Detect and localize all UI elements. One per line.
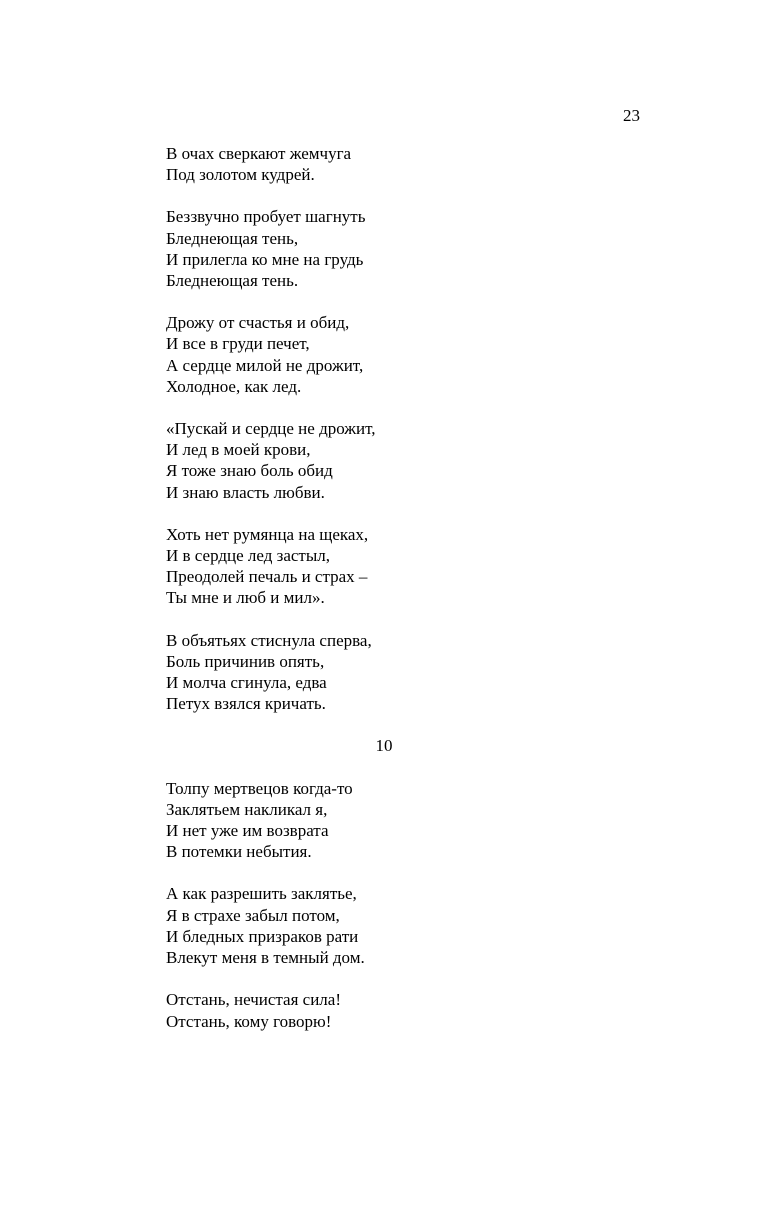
page-number: 23: [623, 106, 640, 125]
verse-line: Хоть нет румянца на щеках,: [166, 524, 369, 544]
verse-line: Ты мне и люб и мил».: [166, 588, 325, 608]
verse-line: И бледных призраков рати: [166, 926, 359, 946]
verse-line: Преодолей печаль и страх –: [166, 567, 368, 587]
stanza: [166, 883, 626, 968]
verse-line: И знаю власть любви.: [166, 482, 325, 502]
verse-line: Я в страхе забыл потом,: [166, 905, 340, 925]
verse-line: Беззвучно пробует шагнуть: [166, 207, 366, 227]
verse-line: И в сердце лед застыл,: [166, 546, 331, 566]
verse-line: Заклятьем накликал я,: [166, 799, 328, 819]
poem-text: [166, 143, 626, 1053]
verse-line: А как разрешить заклятье,: [166, 884, 357, 904]
stanza: [166, 312, 626, 397]
verse-line: Я тоже знаю боль обид: [166, 461, 333, 481]
verse-line: Бледнеющая тень.: [166, 271, 299, 291]
verse-line: В объятьях стиснула сперва,: [166, 630, 372, 650]
section-number: 10: [375, 736, 393, 756]
verse-line: В потемки небытия.: [166, 842, 312, 862]
verse-line: Отстань, кому говорю!: [166, 1011, 332, 1031]
verse-line: Холодное, как лед.: [166, 376, 302, 396]
verse-line: Бледнеющая тень,: [166, 228, 299, 248]
stanza: [166, 418, 626, 503]
verse-line: «Пускай и сердце не дрожит,: [166, 419, 376, 439]
verse-line: И лед в моей крови,: [166, 440, 311, 460]
verse-line: И нет уже им возврата: [166, 821, 329, 841]
verse-line: И прилегла ко мне на грудь: [166, 249, 364, 269]
verse-line: Дрожу от счастья и обид,: [166, 313, 350, 333]
verse-line: Под золотом кудрей.: [166, 165, 315, 185]
stanza: [166, 778, 626, 863]
verse-line: Боль причинив опять,: [166, 651, 325, 671]
stanza: [166, 989, 626, 1031]
verse-line: Толпу мертвецов когда-то: [166, 778, 353, 798]
verse-line: И молча сгинула, едва: [166, 673, 327, 693]
verse-line: И все в груди печет,: [166, 334, 310, 354]
verse-line: Отстань, нечистая сила!: [166, 990, 341, 1010]
stanza: [166, 630, 626, 715]
verse-line: Петух взялся кричать.: [166, 694, 326, 714]
stanza: [166, 524, 626, 609]
verse-line: В очах сверкают жемчуга: [166, 144, 352, 163]
verse-line: А сердце милой не дрожит,: [166, 355, 364, 375]
verse-line: Влекут меня в темный дом.: [166, 948, 365, 968]
stanza: [166, 206, 626, 291]
stanza: [166, 143, 626, 185]
